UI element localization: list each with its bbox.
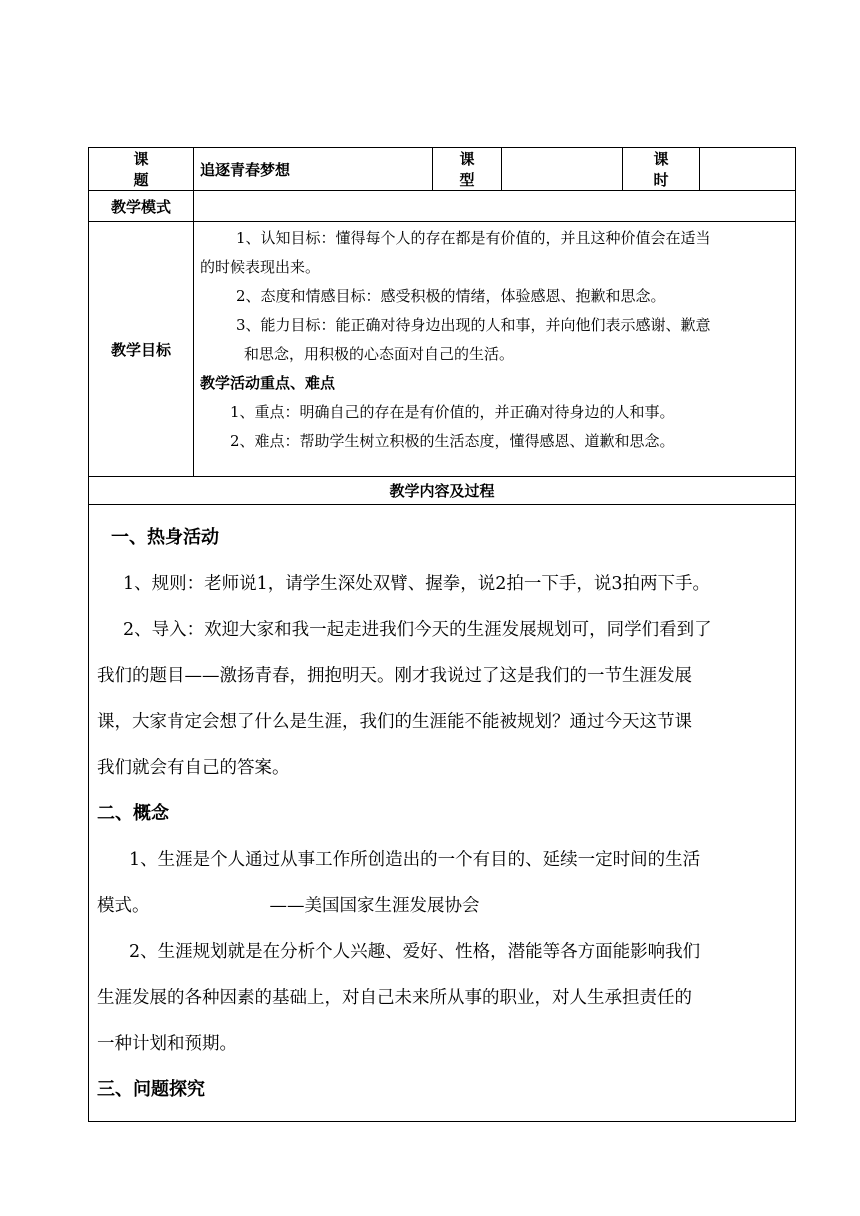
concept-2-line-3: 一种计划和预期。 <box>97 1034 237 1054</box>
goals-row <box>89 222 796 477</box>
goal-item-2: 2、态度和情感目标：感受积极的情绪，体验感恩、抱歉和思念。 <box>236 287 666 305</box>
warmup-rules: 1、规则：老师说1，请学生深处双臂、握拳，说2拍一下手，说3拍两下手。 <box>123 574 711 594</box>
section-heading-warmup: 一、热身活动 <box>111 527 219 548</box>
concept-1-end: 模式。 <box>97 896 150 916</box>
key-point-2: 2、难点：帮助学生树立积极的生活态度，懂得感恩、道歉和思念。 <box>230 432 675 450</box>
section-heading-concept: 二、概念 <box>97 803 169 824</box>
concept-2-line-1: 2、生涯规划就是在分析个人兴趣、爱好、性格，潜能等各方面能影响我们 <box>129 942 701 962</box>
topic-value: 追逐青春梦想 <box>194 148 433 191</box>
warmup-intro-line-1: 2、导入：欢迎大家和我一起走进我们今天的生涯发展规划可，同学们看到了 <box>123 620 712 640</box>
warmup-intro-line-4: 我们就会有自己的答案。 <box>97 758 290 778</box>
mode-row <box>89 191 796 222</box>
warmup-intro-line-2: 我们的题目——激扬青春，拥抱明天。刚才我说过了这是我们的一节生涯发展 <box>97 666 692 686</box>
process-title: 教学内容及过程 <box>89 477 796 505</box>
concept-1-attribution: ——美国国家生涯发展协会 <box>269 896 480 916</box>
topic-label: 课题 <box>89 148 194 191</box>
hours-label: 课时 <box>623 148 700 191</box>
lesson-plan-table <box>88 147 796 1122</box>
process-content-row <box>89 505 796 1122</box>
process-title-row <box>89 477 796 505</box>
section-heading-inquiry: 三、问题探究 <box>97 1079 205 1100</box>
process-content <box>89 505 796 1122</box>
warmup-intro-line-3: 课，大家肯定会想了什么是生涯，我们的生涯能不能被规划？通过今天这节课 <box>97 712 692 732</box>
concept-1-line-2 <box>97 883 787 929</box>
goal-item-3: 3、能力目标：能正确对待身边出现的人和事，并向他们表示感谢、歉意 <box>236 316 711 334</box>
type-value <box>502 148 623 191</box>
goals-content <box>194 222 796 477</box>
mode-label: 教学模式 <box>89 191 194 222</box>
goal-item-1: 1、认知目标：懂得每个人的存在都是有价值的，并且这种价值会在适当 <box>236 229 711 247</box>
concept-1-line-1: 1、生涯是个人通过从事工作所创造出的一个有目的、延续一定时间的生活 <box>129 850 701 870</box>
key-points-heading: 教学活动重点、难点 <box>200 374 336 392</box>
key-point-1: 1、重点：明确自己的存在是有价值的，并正确对待身边的人和事。 <box>230 403 675 421</box>
goal-item-3-cont: 和思念，用积极的心态面对自己的生活。 <box>244 345 515 363</box>
hours-value <box>700 148 796 191</box>
goals-label: 教学目标 <box>89 222 194 477</box>
lesson-plan-sheet <box>88 147 795 1122</box>
goal-item-1-cont: 的时候表现出来。 <box>200 258 321 276</box>
header-row <box>89 148 796 191</box>
type-label: 课型 <box>433 148 502 191</box>
mode-value <box>194 191 796 222</box>
concept-2-line-2: 生涯发展的各种因素的基础上，对自己未来所从事的职业，对人生承担责任的 <box>97 988 692 1008</box>
